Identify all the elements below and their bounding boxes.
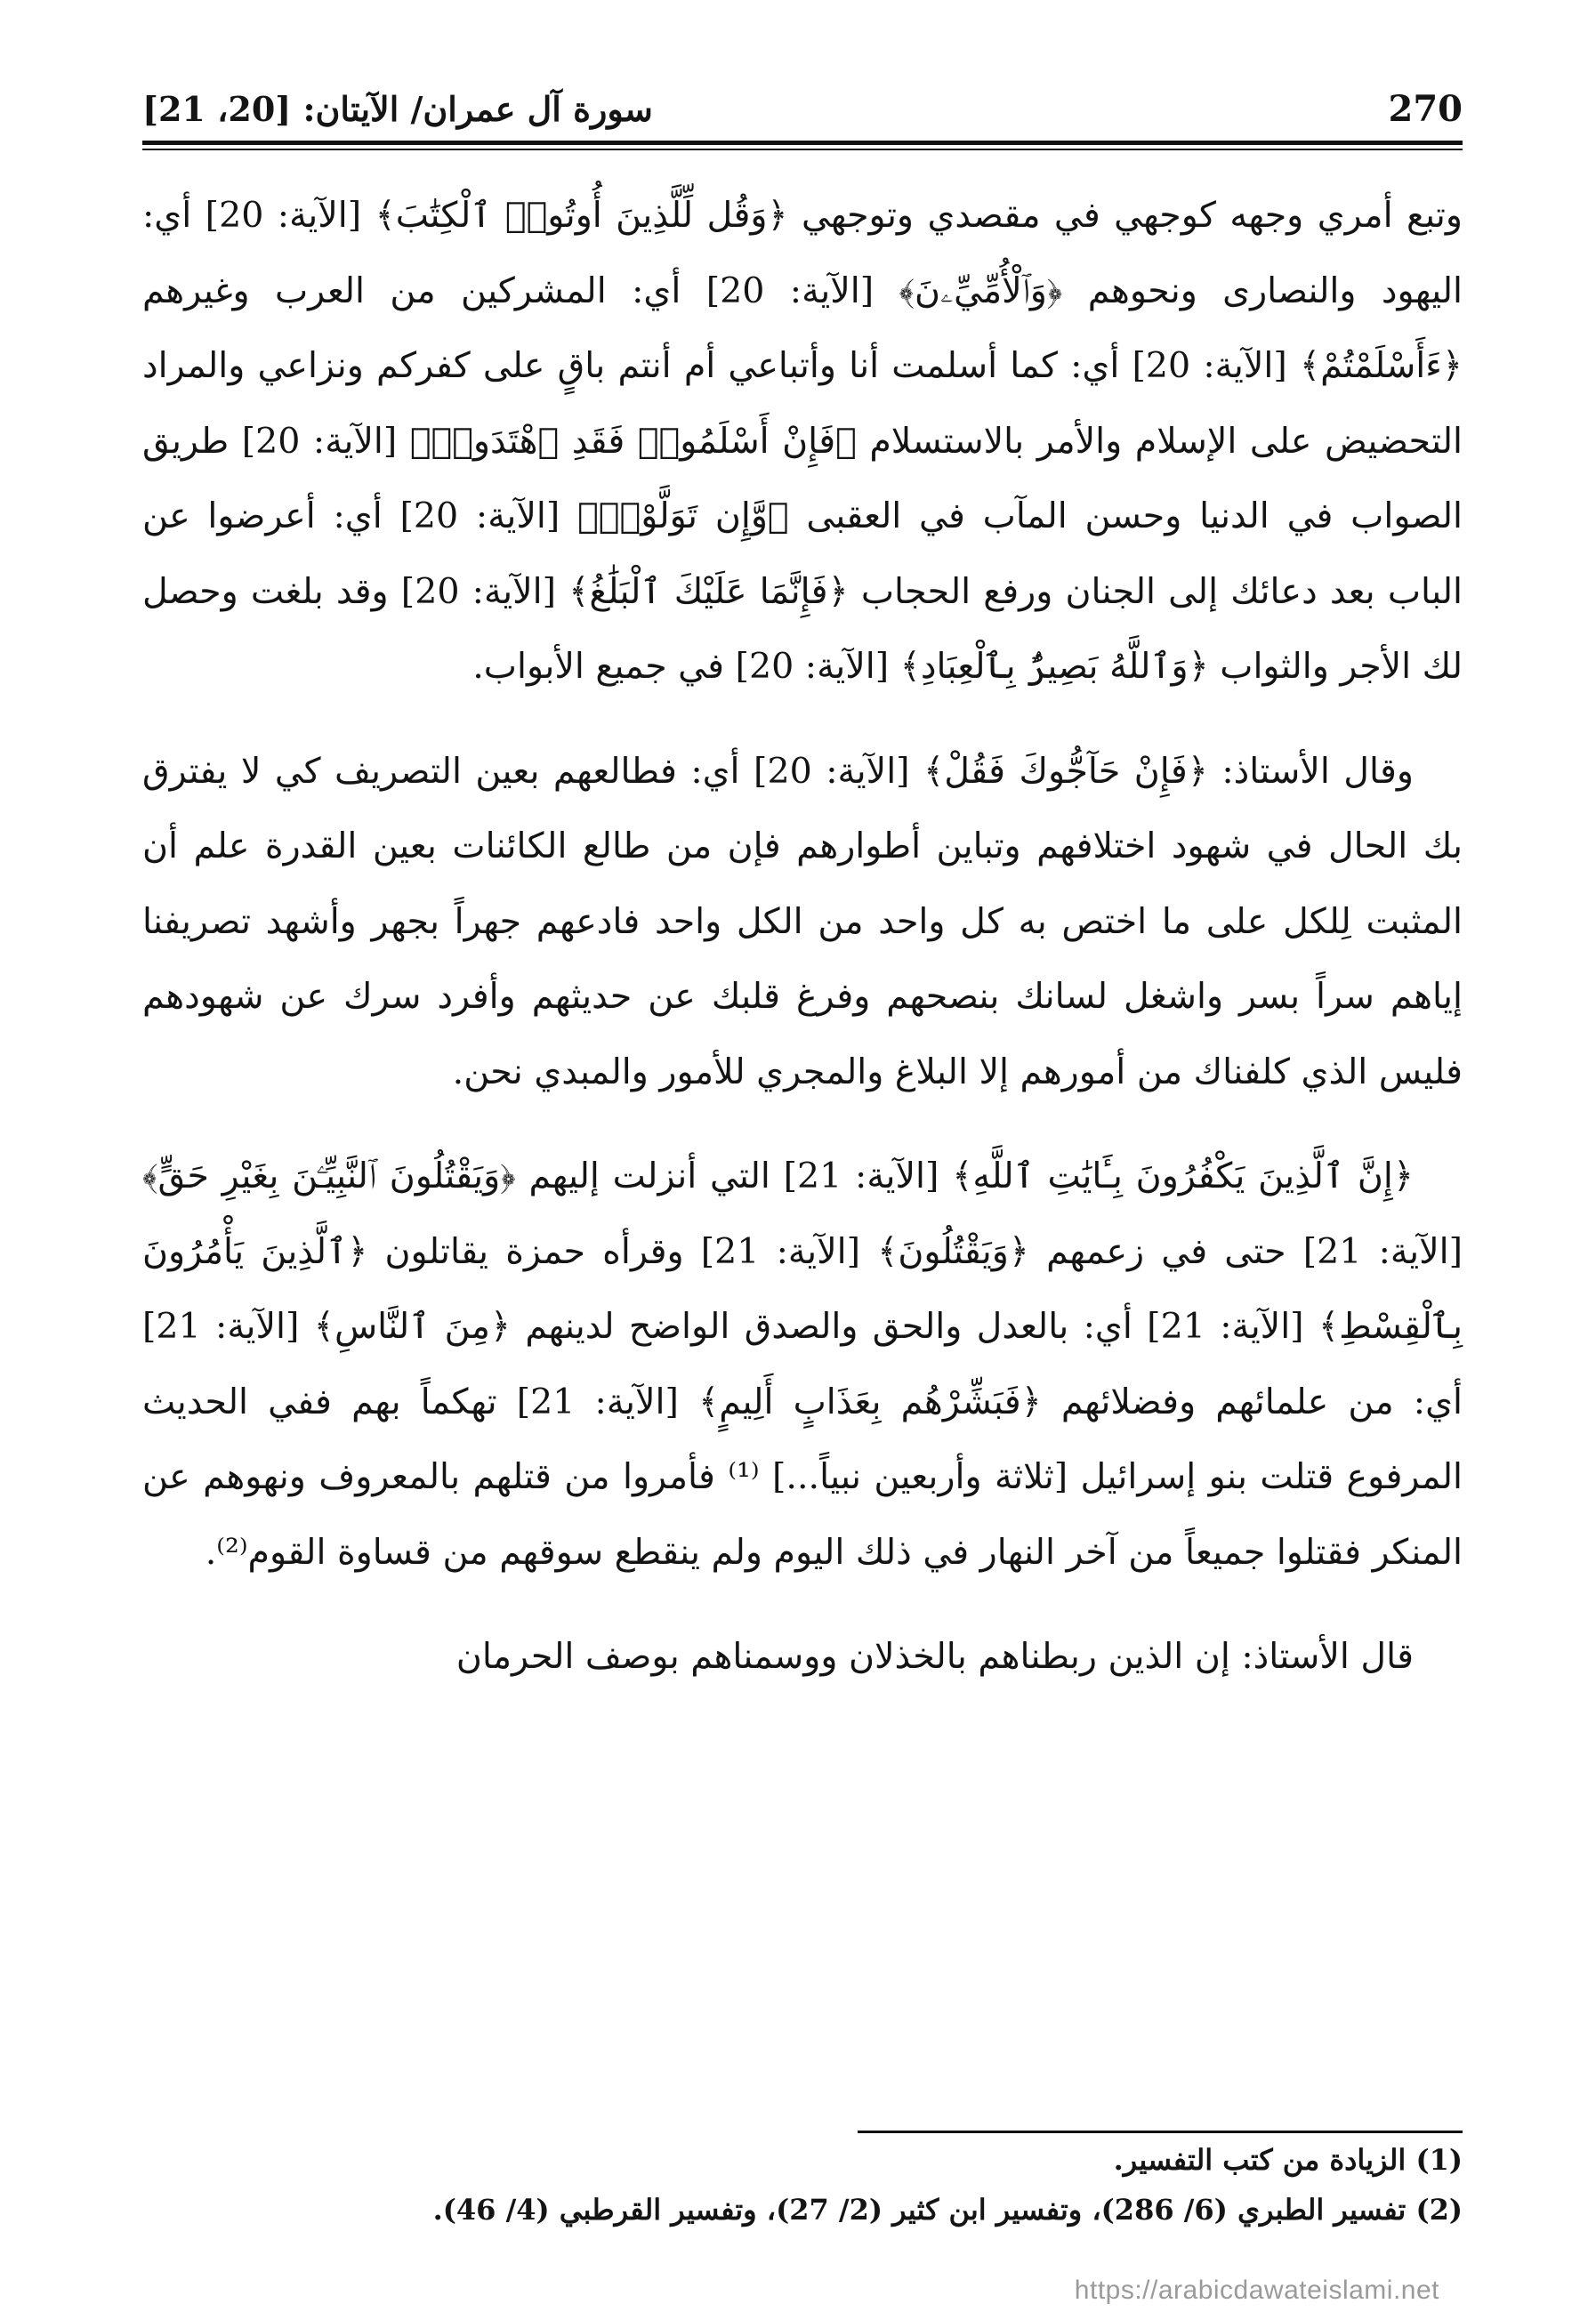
paragraph-ustadh-21: قال الأستاذ: إن الذين ربطناهم بالخذلان ووسمناهم بوصف الحرمان [455, 1636, 1414, 1677]
footnote-rule [858, 2131, 1463, 2133]
page-number: 270 [1388, 87, 1463, 130]
watermark-url: https://arabicdawateislami.net [1074, 2276, 1439, 2305]
paragraph-verse-21-commentary: ﴿إِنَّ ٱلَّذِينَ يَكْفُرُونَ بِـَٔايَٰتِ ٱللَّهِ﴾ [الآية: 21] التي أنزلت إليهم ﴿وَيَقْتُلُونَ ٱلنَّبِيِّـۧنَ بِغَيْرِ حَقٍّ﴾ [الآية: 21] حتى في زعمهم ﴿وَيَقْتُلُونَ﴾ [الآية: 21] وقرأه حمزة يقاتلون ﴿ٱلَّذِينَ يَأْمُرُونَ بِٱلْقِسْطِ﴾ [الآية: 21] أي: بالعدل والحق والصدق الواضح لدينهم ﴿مِنَ ٱلنَّاسِ﴾ [الآية: 21] أي: من علمائهم وفضلائهم ﴿فَبَشِّرْهُم بِعَذَابٍ أَلِيمٍ﴾ [الآية: 21] تهكماً بهم ففي الحديث المرفوع قتلت بنو إسرائيل [ثلاثة وأربعين نبياً...] ⁽¹⁾ فأمروا من قتلهم بالمعروف ونهوهم عن المنكر فقتلوا جميعاً من آخر النهار في ذلك اليوم ولم ينقطع سوقهم من قساوة القوم⁽²⁾. [142, 1156, 1463, 1573]
main-text [142, 178, 1463, 1695]
header-rule-thick [142, 141, 1463, 145]
footnotes [142, 2135, 1463, 2235]
footnote-2: (2) تفسير الطبري (6/ 286)، وتفسير ابن كثير (2/ 27)، وتفسير القرطبي (4/ 46). [432, 2193, 1463, 2227]
paragraph-verse-20-commentary: وتبع أمري وجهه كوجهي في مقصدي وتوجهي ﴿وَقُل لِّلَّذِينَ أُوتُوا۟ ٱلْكِتَٰبَ﴾ [الآية: 20] أي: اليهود والنصارى ونحوهم ﴿وَٱلْأُمِّيِّۦنَ﴾ [الآية: 20] أي: المشركين من العرب وغيرهم ﴿ءَأَسْلَمْتُمْ﴾ [الآية: 20] أي: كما أسلمت أنا وأتباعي أم أنتم باقٍ على كفركم ونزاعي والمراد التحضيض على الإسلام والأمر بالاستسلام ﴿فَإِنْ أَسْلَمُوا۟ فَقَدِ ٱهْتَدَوا۟﴾ [الآية: 20] طريق الصواب في الدنيا وحسن المآب في العقبى ﴿وَّإِن تَوَلَّوْا۟﴾ [الآية: 20] أي: أعرضوا عن الباب بعد دعائك إلى الجنان ورفع الحجاب ﴿فَإِنَّمَا عَلَيْكَ ٱلْبَلَٰغُ﴾ [الآية: 20] وقد بلغت وحصل لك الأجر والثواب ﴿وَٱللَّهُ بَصِيرٌۢ بِٱلْعِبَادِ﴾ [الآية: 20] في جميع الأبواب. [142, 195, 1463, 687]
header-rule-thin [142, 149, 1463, 150]
paragraph-ustadh-20: وقال الأستاذ: ﴿فَإِنْ حَآجُّوكَ فَقُلْ﴾ [الآية: 20] أي: فطالعهم بعين التصريف كي لا يفترق بك الحال في شهود اختلافهم وتباين أطوارهم فإن من طالع الكائنات بعين القدرة علم أن المثبت لِلكل على ما اختص به كل واحد من الكل واحد فادعهم جهراً بجهر وأشهد تصريفنا إياهم سراً بسر واشغل لسانك بنصحهم وفرغ قلبك عن حديثهم وأفرد سرك عن شهودهم فليس الذي كلفناك من أمورهم إلا البلاغ والمجري للأمور والمبدي نحن. [142, 750, 1463, 1092]
footnote-1: (1) الزيادة من كتب التفسير. [1113, 2143, 1463, 2177]
page-header [142, 82, 1463, 135]
running-title: سورة آل عمران/ الآيتان: [20، 21] [142, 88, 653, 129]
